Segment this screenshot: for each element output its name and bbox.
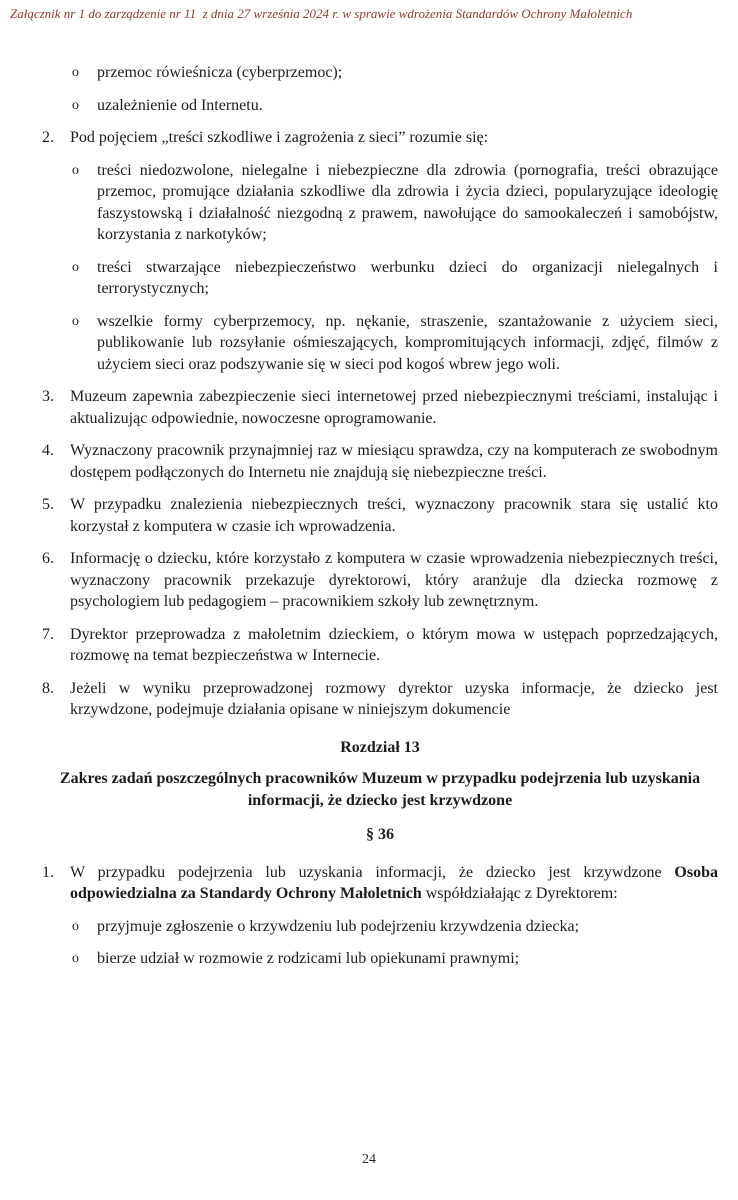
bullet-text: przyjmuje zgłoszenie o krzywdzeniu lub podejrzeniu krzywdzenia dziecka;: [97, 917, 580, 935]
bullet-marker-icon: o: [72, 97, 79, 113]
numbered-item: [42, 678, 718, 721]
bullet-marker-icon: o: [72, 313, 79, 329]
bullet-text: treści stwarzające niebezpieczeństwo werbunku dzieci do organizacji nielegalnych i terrorystycznych;: [97, 258, 718, 297]
item-text: W przypadku znalezienia niebezpiecznych treści, wyznaczony pracownik stara się ustalić kto korzystał z komputera w czasie ich wprowadzenia.: [70, 496, 718, 535]
bullet-marker-icon: o: [72, 259, 79, 275]
item-text: Pod pojęciem „treści szkodliwe i zagrożenia z sieci” rozumie się:: [70, 129, 489, 146]
numbered-item: [42, 862, 718, 905]
list-item: [72, 257, 718, 300]
item-number: 5.: [42, 496, 54, 513]
numbered-item: [42, 386, 718, 429]
item-text-bold: Osoba odpowiedzialna za Standardy Ochrony Małoletnich: [70, 863, 718, 902]
numbered-item: [42, 548, 718, 613]
numbered-item: [42, 440, 718, 483]
list-item: [72, 916, 718, 938]
item-text: Jeżeli w wyniku przeprowadzonej rozmowy dyrektor uzyska informacje, że dziecko jest krzywdzone, podejmuje działania opisane w niniejszym dokumencie: [70, 679, 718, 718]
list-item: [72, 311, 718, 376]
document-body: [42, 62, 718, 981]
numbered-item: [42, 127, 718, 149]
attachment-header: Załącznik nr 1 do zarządzenie nr 11 z dnia 27 września 2024 r. w sprawie wdrożenia Standardów Ochrony Małoletnich: [10, 6, 633, 21]
list-item: [72, 95, 718, 117]
bullet-text: uzależnienie od Internetu.: [97, 96, 263, 114]
page-number: 24: [362, 1152, 376, 1167]
item-text: Dyrektor przeprowadza z małoletnim dzieckiem, o którym mowa w ustępach poprzedzających, rozmowę na temat bezpieczeństwa w Internecie.: [70, 625, 718, 664]
item-text: Wyznaczony pracownik przynajmniej raz w miesiącu sprawdza, czy na komputerach ze swobodnym dostępem podłączonych do Internetu nie znajdują się niebezpieczne treści.: [70, 442, 718, 481]
chapter-title: Zakres zadań poszczególnych pracowników Muzeum w przypadku podejrzenia lub uzyskania informacji, że dziecko jest krzywdzone: [59, 770, 701, 809]
list-item: [72, 948, 718, 970]
bullet-marker-icon: o: [72, 162, 79, 178]
item-text: [70, 862, 718, 905]
bullet-marker-icon: o: [72, 951, 79, 966]
item-text-after: współdziałając z Dyrektorem:: [421, 885, 618, 902]
item-number: 4.: [42, 442, 54, 459]
bullet-marker-icon: o: [72, 918, 79, 934]
numbered-item: [42, 624, 718, 667]
bullet-text: przemoc rówieśnicza (cyberprzemoc);: [97, 64, 343, 81]
item-number: 8.: [42, 679, 54, 697]
section-label: § 36: [366, 826, 394, 843]
bullet-text: wszelkie formy cyberprzemocy, np. nękanie, straszenie, szantażowanie z użyciem sieci, publikowanie lub rozsyłanie ośmieszających, kompromitujących informacji, zdjęć, filmów z użyciem sieci oraz podszywanie się w sieci pod kogoś wbrew jego woli.: [97, 312, 718, 373]
item-text-before: W przypadku podejrzenia lub uzyskania informacji, że dziecko jest krzywdzone: [70, 863, 675, 881]
item-text: Muzeum zapewnia zabezpieczenie sieci internetowej przed niebezpiecznymi treściami, instalując i aktualizując odpowiednie, nowoczesne oprogramowanie.: [70, 388, 718, 427]
list-item: [72, 160, 718, 246]
bullet-text: treści niedozwolone, nielegalne i niebezpieczne dla zdrowia (pornografia, treści obrazujące przemoc, promujące działania szkodliwe dla zdrowia i życia dzieci, popularyzujące ideologię faszystowską i działalność niezgodną z prawem, nawołujące do samookaleczeń i samobójstw, korzystania z narkotyków;: [97, 161, 718, 243]
numbered-item: [42, 494, 718, 537]
item-number: 3.: [42, 388, 54, 405]
bullet-marker-icon: o: [72, 65, 79, 80]
item-number: 6.: [42, 550, 54, 567]
item-number: 7.: [42, 625, 54, 643]
item-number: 1.: [42, 863, 54, 881]
item-text: Informację o dziecku, które korzystało z komputera w czasie wprowadzenia niebezpiecznych treści, wyznaczony pracownik przekazuje dyrektorowi, który aranżuje dla dziecka rozmowę z psychologiem lub pedagogiem – pracownikiem szkoły lub zewnętrznym.: [70, 550, 718, 610]
chapter-label: Rozdział 13: [340, 738, 420, 756]
list-item: [72, 62, 718, 84]
item-number: 2.: [42, 129, 54, 146]
bullet-text: bierze udział w rozmowie z rodzicami lub opiekunami prawnymi;: [97, 950, 520, 967]
